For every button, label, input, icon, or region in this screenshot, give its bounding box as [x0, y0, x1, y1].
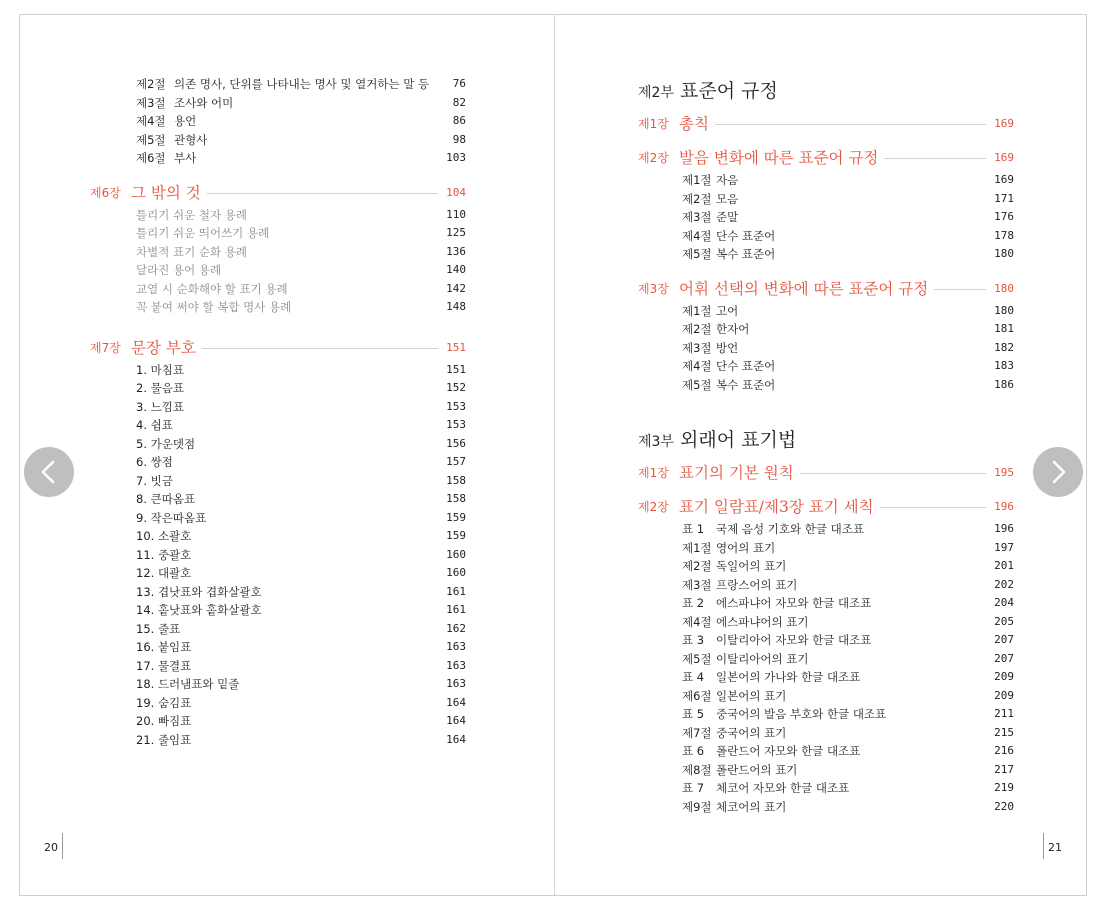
toc-section-row[interactable]: [638, 339, 1014, 358]
section-number: 제5절: [682, 247, 712, 261]
section-number: 제2절: [682, 191, 712, 206]
section-page: 171: [994, 191, 1014, 205]
item-page: 161: [446, 603, 466, 616]
toc-item-row[interactable]: [90, 261, 466, 280]
section-page: 183: [994, 359, 1014, 372]
section-number: 제8절: [682, 762, 712, 777]
item-page: 163: [446, 658, 466, 672]
chapter-page: 180: [994, 281, 1014, 295]
page-number-rule: [62, 833, 63, 859]
toc-item-row[interactable]: [90, 712, 466, 731]
item-page: 151: [446, 362, 466, 376]
item-title: 4. 쉼표: [136, 418, 173, 432]
section-number: 제4절: [682, 359, 712, 373]
toc-section-row[interactable]: [638, 798, 1014, 817]
chapter-number: 제1장: [638, 117, 669, 131]
section-page: 211: [994, 707, 1014, 720]
toc-item-row[interactable]: [90, 731, 466, 750]
section-page: 215: [994, 725, 1014, 739]
item-page: 110: [446, 207, 466, 221]
item-page: 142: [446, 281, 466, 295]
toc-section-row[interactable]: [90, 149, 466, 168]
toc-section-row[interactable]: [638, 520, 1014, 539]
toc-item-row[interactable]: [90, 657, 466, 676]
section-number: 표 4: [682, 670, 705, 684]
section-page: 169: [994, 173, 1014, 186]
toc-item-row[interactable]: [90, 601, 466, 620]
toc-section-row[interactable]: [638, 357, 1014, 376]
section-page: 216: [994, 744, 1014, 757]
page-number-right: 21: [1048, 841, 1062, 854]
section-title: 폴란드어의 표기: [716, 762, 798, 777]
section-number: 제3절: [136, 95, 166, 110]
section-title: 중국어의 표기: [716, 725, 787, 740]
item-page: 158: [446, 473, 466, 487]
toc-section-row[interactable]: [638, 668, 1014, 687]
section-title: 의존 명사, 단위를 나타내는 명사 및 열거하는 말 등: [174, 77, 430, 91]
section-number: 제3절: [682, 340, 712, 355]
item-title: 달라진 용어 용례: [136, 263, 222, 277]
section-page: 76: [452, 77, 466, 90]
section-number: 제5절: [682, 651, 712, 666]
item-title: 교열 시 순화해야 할 표기 용례: [136, 281, 288, 296]
toc-section-row[interactable]: [638, 594, 1014, 613]
section-page: 182: [994, 340, 1014, 354]
section-title: 자음: [716, 173, 739, 187]
toc-item-row[interactable]: [90, 509, 466, 528]
item-title: 18. 드러냄표와 밑줄: [136, 677, 240, 691]
chevron-right-icon: [1033, 447, 1083, 497]
item-page: 161: [446, 584, 466, 598]
toc-section-row[interactable]: [638, 557, 1014, 576]
item-page: 162: [446, 621, 466, 635]
item-title: 17. 물결표: [136, 658, 192, 673]
chevron-left-icon: [24, 447, 74, 497]
section-title: 고어: [716, 303, 739, 318]
chapter-title: 발음 변화에 따른 표준어 규정: [679, 145, 884, 171]
item-page: 159: [446, 529, 466, 542]
toc-item-row[interactable]: [90, 527, 466, 546]
item-title: 꼭 붙여 써야 할 복합 명사 용례: [136, 300, 292, 314]
item-title: 차별적 표기 순화 용례: [136, 244, 247, 259]
section-page: 86: [452, 114, 466, 127]
section-page: 180: [994, 247, 1014, 260]
toc-section-row[interactable]: [638, 227, 1014, 246]
toc-section-row[interactable]: [638, 208, 1014, 227]
toc-item-row[interactable]: [90, 379, 466, 398]
section-number: 제7절: [682, 725, 712, 740]
chapter-heading-p2-1[interactable]: [638, 111, 1014, 137]
next-page-button[interactable]: [1033, 447, 1083, 497]
item-page: 156: [446, 436, 466, 450]
book-spread: [19, 14, 1087, 896]
toc-section-row[interactable]: [638, 613, 1014, 632]
toc-section-row[interactable]: [638, 190, 1014, 209]
chapter-heading-p3-1[interactable]: [638, 460, 1014, 486]
leader-line: [679, 124, 986, 125]
chapter-title: 총칙: [679, 111, 715, 137]
item-page: 140: [446, 263, 466, 276]
item-title: 11. 중괄호: [136, 547, 192, 562]
part3-ch2-items: [638, 520, 1014, 816]
toc-section-row[interactable]: [638, 576, 1014, 595]
part-title: 표준어 규정: [680, 80, 778, 102]
item-page: 158: [446, 492, 466, 505]
toc-section-row[interactable]: [638, 302, 1014, 321]
toc-section-row[interactable]: [638, 650, 1014, 669]
section-title: 복수 표준어: [716, 377, 776, 392]
toc-item-row[interactable]: [90, 361, 466, 380]
toc-item-row[interactable]: [90, 453, 466, 472]
item-title: 20. 빠짐표: [136, 714, 192, 728]
toc-item-row[interactable]: [90, 694, 466, 713]
chapter-title: 그 밖의 것: [131, 180, 207, 206]
part2-ch3-items: [638, 302, 1014, 395]
section-title: 일본어의 표기: [716, 688, 787, 703]
chapter-page: 104: [446, 185, 466, 199]
chapter-heading-p2-2[interactable]: [638, 145, 1014, 171]
section-page: 82: [452, 95, 466, 109]
section-number: 제3절: [682, 210, 712, 224]
chapter-title: 어휘 선택의 변화에 따른 표준어 규정: [679, 276, 934, 302]
chapter-page: 169: [994, 151, 1014, 164]
chapter-title: 문장 부호: [131, 335, 202, 361]
section-number: 제1절: [682, 303, 712, 318]
section-number: 표 5: [682, 707, 705, 721]
chapter-page: 195: [994, 466, 1014, 479]
section-title: 프랑스어의 표기: [716, 577, 798, 592]
item-title: 12. 대괄호: [136, 566, 192, 580]
section-title: 단수 표준어: [716, 228, 776, 243]
section-title: 한자어: [716, 322, 750, 336]
chapter-heading-6[interactable]: [90, 180, 466, 206]
toc-item-row[interactable]: [90, 638, 466, 657]
section-title: 용언: [174, 114, 197, 128]
section-page: 197: [994, 540, 1014, 554]
section-title: 체코어의 표기: [716, 799, 787, 814]
item-title: 1. 마침표: [136, 362, 184, 377]
section-page: 186: [994, 377, 1014, 391]
toc-section-row[interactable]: [90, 112, 466, 131]
section-page: 219: [994, 781, 1014, 794]
section-number: 제6절: [136, 151, 166, 165]
part-heading-3: [638, 424, 1014, 456]
item-page: 164: [446, 732, 466, 746]
item-title: 틀리기 쉬운 철자 용례: [136, 207, 247, 222]
section-page: 201: [994, 559, 1014, 572]
chapter-6-items: [90, 206, 466, 317]
section-number: 제6절: [682, 688, 712, 703]
item-title: 19. 숨김표: [136, 695, 192, 710]
item-title: 3. 느낌표: [136, 399, 184, 414]
section-title: 폴란드어 자모와 한글 대조표: [716, 744, 861, 758]
page-number-rule: [1043, 833, 1044, 859]
toc-section-row[interactable]: [638, 705, 1014, 724]
section-page: 217: [994, 762, 1014, 776]
section-number: 제2절: [682, 559, 712, 573]
chapter-heading-p2-3[interactable]: [638, 276, 1014, 302]
toc-section-row[interactable]: [638, 245, 1014, 264]
item-page: 152: [446, 381, 466, 394]
section-number: 제2절: [682, 322, 712, 336]
section-title: 독일어의 표기: [716, 559, 787, 573]
item-title: 13. 겹낫표와 겹화살괄호: [136, 584, 262, 599]
chapter-7-items: [90, 361, 466, 750]
toc-section-row[interactable]: [90, 94, 466, 113]
chapter-title: 표기 일람표/제3장 표기 세칙: [679, 494, 880, 520]
toc-item-row[interactable]: [90, 398, 466, 417]
section-number: 표 6: [682, 744, 705, 758]
toc-item-row[interactable]: [90, 546, 466, 565]
section-page: 196: [994, 522, 1014, 535]
item-page: 163: [446, 640, 466, 653]
chapter-page: 196: [994, 500, 1014, 513]
item-title: 5. 가운뎃점: [136, 436, 196, 451]
section-page: 202: [994, 577, 1014, 591]
section-title: 복수 표준어: [716, 247, 776, 261]
toc-item-row[interactable]: [90, 583, 466, 602]
section-number: 제5절: [682, 377, 712, 392]
section-title: 관형사: [174, 132, 208, 147]
section-page: 103: [446, 151, 466, 164]
section-page: 209: [994, 688, 1014, 702]
section-title: 방언: [716, 340, 739, 355]
toc-item-row[interactable]: [90, 243, 466, 262]
toc-section-row[interactable]: [638, 376, 1014, 395]
item-title: 틀리기 쉬운 띄어쓰기 용례: [136, 226, 270, 240]
section-number: 표 7: [682, 781, 705, 795]
section-number: 표 2: [682, 596, 705, 610]
item-title: 14. 홑낫표와 홑화살괄호: [136, 603, 262, 617]
item-title: 15. 줄표: [136, 621, 181, 636]
item-page: 136: [446, 244, 466, 258]
item-page: 153: [446, 418, 466, 431]
chapter-heading-p3-2[interactable]: [638, 494, 1014, 520]
toc-section-row[interactable]: [638, 687, 1014, 706]
toc-section-row[interactable]: [638, 320, 1014, 339]
item-page: 148: [446, 300, 466, 313]
item-page: 164: [446, 695, 466, 709]
section-title: 중국어의 발음 부호와 한글 대조표: [716, 707, 887, 721]
toc-item-row[interactable]: [90, 620, 466, 639]
toc-section-row[interactable]: [638, 761, 1014, 780]
section-page: 207: [994, 633, 1014, 646]
item-title: 8. 큰따옴표: [136, 492, 196, 506]
page-number-left: 20: [44, 841, 58, 854]
section-page: 220: [994, 799, 1014, 813]
section-number: 표 1: [682, 522, 705, 536]
chapter-number: 제6장: [90, 185, 121, 200]
section-page: 205: [994, 614, 1014, 628]
toc-section-row[interactable]: [638, 779, 1014, 798]
chapter-number: 제1장: [638, 466, 669, 480]
toc-item-row[interactable]: [90, 298, 466, 317]
toc-item-row[interactable]: [90, 472, 466, 491]
left-page-toc: [90, 75, 466, 749]
section-number: 제4절: [682, 228, 712, 243]
item-page: 164: [446, 714, 466, 727]
item-title: 16. 붙임표: [136, 640, 192, 654]
item-page: 163: [446, 677, 466, 690]
section-title: 영어의 표기: [716, 540, 776, 555]
section-page: 204: [994, 596, 1014, 609]
section-page: 98: [452, 132, 466, 146]
item-title: 9. 작은따옴표: [136, 510, 207, 525]
item-page: 153: [446, 399, 466, 413]
section-title: 국제 음성 기호와 한글 대조표: [716, 522, 864, 536]
section-title: 부사: [174, 151, 197, 165]
part-number: 제3부: [638, 434, 674, 450]
section-number: 제3절: [682, 577, 712, 592]
chapter-heading-7[interactable]: [90, 335, 466, 361]
section-page: 176: [994, 210, 1014, 223]
section-number: 제4절: [682, 614, 712, 629]
section-title: 이탈리아어의 표기: [716, 651, 809, 666]
toc-item-row[interactable]: [90, 675, 466, 694]
section-list: [90, 75, 466, 168]
toc-section-row[interactable]: [90, 75, 466, 94]
section-page: 178: [994, 228, 1014, 242]
section-number: 제4절: [136, 114, 166, 128]
section-title: 체코어 자모와 한글 대조표: [716, 781, 850, 795]
section-page: 209: [994, 670, 1014, 683]
toc-section-row[interactable]: [638, 742, 1014, 761]
section-title: 준말: [716, 210, 739, 224]
item-title: 2. 물음표: [136, 381, 184, 395]
toc-section-row[interactable]: [90, 131, 466, 150]
toc-item-row[interactable]: [90, 206, 466, 225]
chapter-page: 169: [994, 117, 1014, 130]
item-page: 157: [446, 455, 466, 468]
chapter-number: 제2장: [638, 151, 669, 165]
item-page: 160: [446, 566, 466, 579]
item-title: 21. 줄임표: [136, 732, 192, 747]
part-heading-2: [638, 75, 1014, 107]
section-number: 제2절: [136, 77, 166, 91]
section-title: 일본어의 가나와 한글 대조표: [716, 670, 861, 684]
section-title: 이탈리아어 자모와 한글 대조표: [716, 633, 872, 647]
item-page: 159: [446, 510, 466, 524]
toc-item-row[interactable]: [90, 435, 466, 454]
toc-section-row[interactable]: [638, 539, 1014, 558]
item-page: 160: [446, 547, 466, 561]
section-title: 모음: [716, 191, 739, 206]
section-number: 제1절: [682, 540, 712, 555]
chapter-number: 제3장: [638, 281, 669, 296]
part-number: 제2부: [638, 85, 674, 101]
toc-section-row[interactable]: [638, 631, 1014, 650]
chapter-number: 제2장: [638, 500, 669, 514]
toc-item-row[interactable]: [90, 280, 466, 299]
part-title: 외래어 표기법: [680, 429, 797, 451]
section-title: 에스파냐어 자모와 한글 대조표: [716, 596, 872, 610]
toc-item-row[interactable]: [90, 224, 466, 243]
section-page: 180: [994, 303, 1014, 317]
toc-section-row[interactable]: [638, 724, 1014, 743]
section-number: 제9절: [682, 799, 712, 814]
section-page: 207: [994, 651, 1014, 665]
chapter-number: 제7장: [90, 340, 121, 355]
item-title: 10. 소괄호: [136, 529, 192, 543]
previous-page-button[interactable]: [24, 447, 74, 497]
toc-item-row[interactable]: [90, 564, 466, 583]
chapter-page: 151: [446, 340, 466, 354]
section-page: 181: [994, 322, 1014, 335]
chapter-title: 표기의 기본 원칙: [679, 460, 800, 486]
section-number: 표 3: [682, 633, 705, 647]
section-title: 에스파냐어의 표기: [716, 614, 809, 629]
item-title: 7. 빗금: [136, 473, 173, 488]
section-title: 단수 표준어: [716, 359, 776, 373]
page-gutter: [554, 15, 555, 895]
section-number: 제5절: [136, 132, 166, 147]
toc-item-row[interactable]: [90, 490, 466, 509]
part2-ch2-items: [638, 171, 1014, 264]
toc-section-row[interactable]: [638, 171, 1014, 190]
section-number: 제1절: [682, 173, 712, 187]
section-title: 조사와 어미: [174, 95, 234, 110]
right-page-toc: [638, 75, 1014, 816]
item-page: 125: [446, 226, 466, 239]
item-title: 6. 쌍점: [136, 455, 173, 469]
toc-item-row[interactable]: [90, 416, 466, 435]
